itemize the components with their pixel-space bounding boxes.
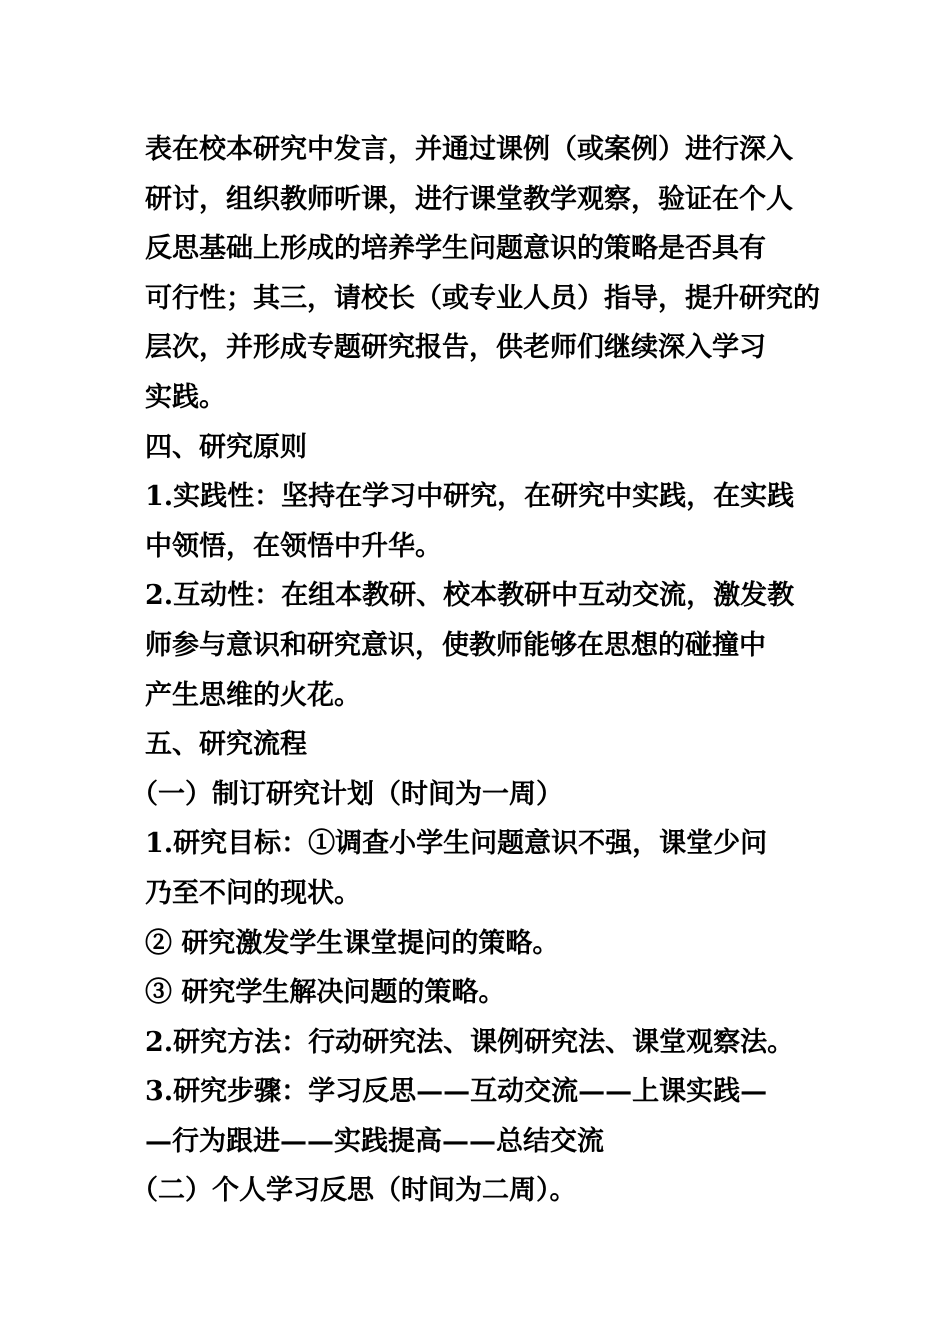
text-line: 实践。: [145, 381, 226, 413]
text-line: ② 研究激发学生课堂提问的策略。: [145, 927, 560, 959]
text-line: 3.研究步骤：学习反思——互动交流——上课实践—: [145, 1076, 768, 1108]
text-line: 乃至不问的现状。: [145, 877, 361, 909]
text-line: 产生思维的火花。: [145, 679, 361, 711]
text-line: 研讨，组织教师听课，进行课堂教学观察，验证在个人: [145, 183, 793, 215]
text-line: 可行性；其三，请校长（或专业人员）指导，提升研究的: [145, 282, 820, 314]
text-line: 反思基础上形成的培养学生问题意识的策略是否具有: [145, 233, 766, 265]
text-line: 层次，并形成专题研究报告，供老师们继续深入学习: [145, 332, 766, 364]
document-body: [131, 125, 825, 1216]
text-line: 2.互动性：在组本教研、校本教研中互动交流，激发教: [145, 580, 795, 612]
text-line: 1.研究目标：①调查小学生问题意识不强，课堂少问: [145, 828, 768, 860]
section-heading: 五、研究流程: [145, 729, 307, 761]
text-line: 表在校本研究中发言，并通过课例（或案例）进行深入: [145, 134, 793, 165]
text-line: 师参与意识和研究意识，使教师能够在思想的碰撞中: [145, 629, 766, 661]
subsection-heading: （二）个人学习反思（时间为二周）。: [131, 1175, 577, 1207]
text-line: 1.实践性：坚持在学习中研究，在研究中实践，在实践: [145, 481, 795, 513]
text-line: 2.研究方法：行动研究法、课例研究法、课堂观察法。: [145, 1026, 795, 1058]
subsection-heading: （一）制订研究计划（时间为一周）: [131, 778, 563, 810]
text-line: ③ 研究学生解决问题的策略。: [145, 977, 506, 1009]
section-heading: 四、研究原则: [145, 431, 307, 463]
text-line: 中领悟，在领悟中升华。: [145, 530, 442, 562]
text-line: —行为跟进——实践提高——总结交流: [145, 1125, 604, 1157]
